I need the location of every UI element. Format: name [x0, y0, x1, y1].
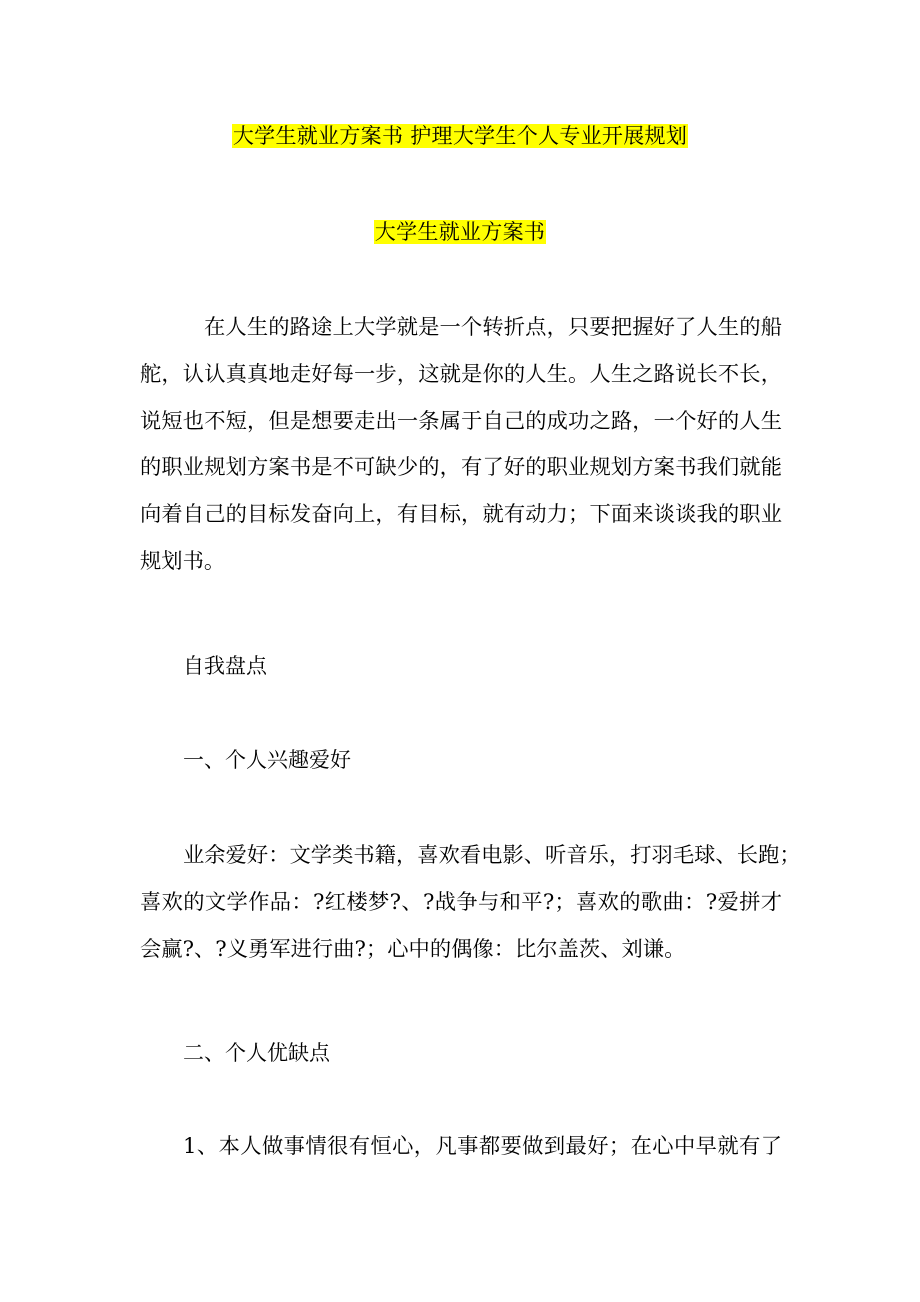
paragraph-line: 在人生的路途上大学就是一个转折点，只要把握好了人生的船: [204, 315, 782, 340]
title-highlight: 大学生就业方案书 护理大学生个人专业开展规划: [232, 124, 688, 148]
subsection-heading-strengths: 二、个人优缺点: [183, 1041, 330, 1065]
subsection-heading-interests: 一、个人兴趣爱好: [183, 748, 351, 772]
paragraph-line: 向着自己的目标发奋向上，有目标，就有动力；下面来谈谈我的职业: [140, 502, 782, 528]
paragraph-line: 1、本人做事情很有恒心，凡事都要做到最好；在心中早就有了: [183, 1134, 782, 1159]
subtitle-highlight: 大学生就业方案书: [374, 220, 546, 244]
paragraph-line: 喜欢的文学作品：?红楼梦?、?战争与和平?；喜欢的歌曲：?爱拼才: [140, 889, 782, 915]
paragraph-line: 说短也不短，但是想要走出一条属于自己的成功之路，一个好的人生: [140, 408, 782, 434]
interests-paragraph: [140, 833, 801, 973]
document-subtitle: [0, 218, 920, 246]
paragraph-line: 业余爱好：文学类书籍，喜欢看电影、听音乐，打羽毛球、长跑；: [183, 843, 801, 868]
intro-paragraph: [140, 305, 782, 586]
paragraph-line: 会赢?、?义勇军进行曲?；心中的偶像：比尔盖茨、刘谦。: [140, 936, 686, 962]
paragraph-line: 舵，认认真真地走好每一步，这就是你的人生。人生之路说长不长，: [140, 361, 782, 387]
paragraph-line: 规划书。: [140, 548, 226, 574]
strengths-paragraph: [140, 1124, 782, 1171]
document-title: [0, 122, 920, 150]
paragraph-line: 的职业规划方案书是不可缺少的，有了好的职业规划方案书我们就能: [140, 455, 782, 481]
section-heading: 自我盘点: [183, 654, 267, 678]
